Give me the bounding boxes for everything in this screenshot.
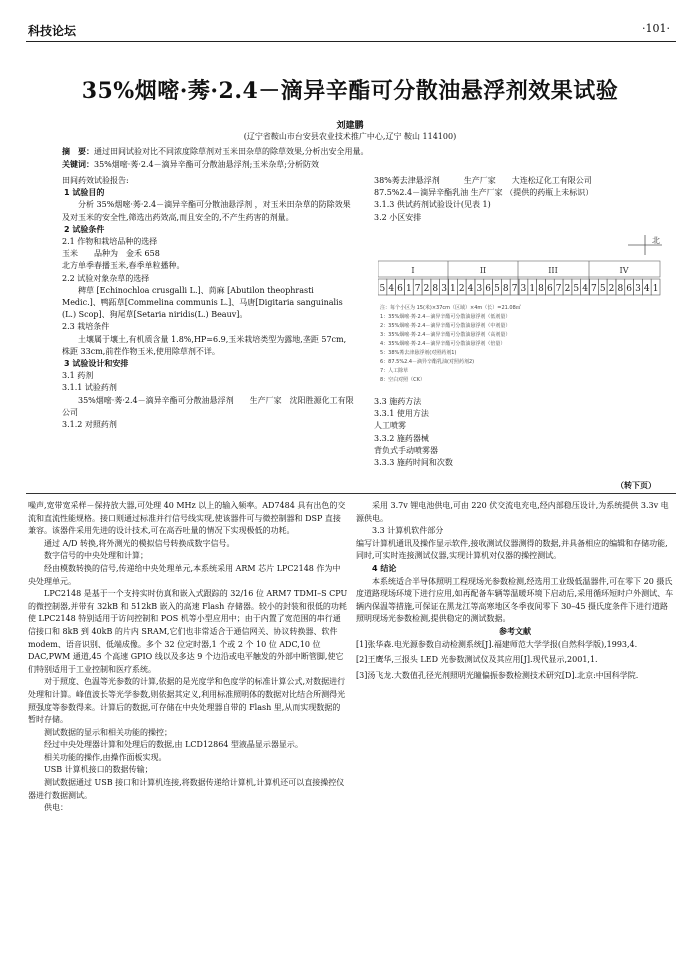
affiliation: (辽宁省鞍山市台安县农业技术推广中心,辽宁 鞍山 114100) bbox=[243, 132, 457, 141]
subsection-heading: 3.3 计算机软件部分 bbox=[372, 526, 444, 536]
subsection-heading: 3.3 施药方法 bbox=[374, 397, 422, 406]
legend-line: 6：87.5%2.4－滴异辛酯乳油(对照药剂2) bbox=[380, 359, 475, 365]
left-column-lower bbox=[28, 500, 348, 815]
block-label: I bbox=[411, 266, 415, 275]
paragraph: 通过 A/D 转换,将外测光的模拟信号转换成数字信号。 bbox=[44, 538, 235, 548]
legend-line: 注：每个小区为 15(米)×37cm（区域）×4m（长）=21.08㎡ bbox=[380, 305, 521, 311]
plot-cell-label: 6 bbox=[485, 284, 492, 294]
keywords bbox=[62, 159, 662, 171]
paragraph: 稗草 [Echinochloa crusgalli L.]、苘麻 [Abutilon theophrasti Medic.]、鸭跖草[Commelina communis L.]、马唐[Digitaria sanguinalis (L.) Scop]、狗尾草[Setaria niridis(L.) Beauv]。 bbox=[62, 285, 343, 320]
paragraph: 测试数据通过 USB 接口和计算机连接,将数据传递给计算机,计算机还可以直接操控仪器进行数据测试。 bbox=[28, 778, 345, 800]
right-column-lower bbox=[356, 500, 674, 685]
plot-cell-label: 8 bbox=[502, 284, 509, 294]
section-heading: 3 试验设计和安排 bbox=[64, 359, 129, 369]
abstract bbox=[62, 146, 662, 158]
plot-cell-label: 8 bbox=[617, 284, 624, 294]
reference-list bbox=[356, 639, 674, 683]
plot-cell-label: 3 bbox=[476, 284, 483, 294]
keywords-text: 35%烟嘧·莠·2.4－滴异辛酯可分散油悬浮剂;玉米杂草;分析防效 bbox=[94, 160, 319, 169]
plot-cell-label: 8 bbox=[538, 284, 544, 294]
plot-cell-label: 7 bbox=[511, 284, 518, 294]
plot-cell-label: 5 bbox=[599, 284, 606, 294]
subsection-heading: 3.1.1 试验药剂 bbox=[62, 383, 117, 393]
reference-item: [3]汤飞龙.大数值孔径光剂照明光瞳偏振参数检测技术研究[D].北京:中国科学院. bbox=[356, 670, 639, 680]
article-title: 35%烟嘧·莠·2.4－滴异辛酯可分散油悬浮剂效果试验 bbox=[81, 78, 619, 104]
plot-cell-label: 3 bbox=[520, 284, 527, 294]
paragraph: 相关功能的操作,由操作面板实现。 bbox=[44, 752, 167, 762]
paragraph: 测试数据的显示和相关功能的操控； bbox=[44, 727, 172, 737]
legend-line: 3：35%烟嘧·莠·2.4－滴异辛酯可分散油悬浮剂（高剂量） bbox=[380, 332, 511, 338]
paragraph: 北方单季春播玉米,春季单粒播种。 bbox=[62, 261, 185, 271]
plot-cell-label: 2 bbox=[608, 284, 615, 294]
report-label: 田间药效试验报告: bbox=[62, 176, 129, 185]
plot-cell-label: 4 bbox=[643, 284, 650, 294]
plot-cell-label: 6 bbox=[626, 284, 633, 294]
plot-cell-row bbox=[378, 279, 660, 295]
plot-cell-label: 7 bbox=[555, 284, 562, 294]
plot-layout-figure bbox=[378, 233, 662, 391]
section-rule bbox=[26, 493, 676, 494]
paragraph: 经过中央处理器计算和处理后的数据,由 LCD12864 型液晶显示器显示。 bbox=[44, 740, 303, 750]
plot-cell-label: 2 bbox=[458, 284, 465, 294]
legend-line: 8：空白对照（CK） bbox=[380, 377, 425, 383]
subsection-heading: 3.2 小区安排 bbox=[374, 212, 422, 222]
paragraph: 数字信号的中央处理和计算； bbox=[44, 551, 148, 561]
plot-cell-label: 7 bbox=[414, 284, 421, 294]
subsection-heading: 2.2 试验对象杂草的选择 bbox=[62, 273, 150, 283]
header-rule bbox=[26, 41, 676, 42]
keywords-label: 关键词： bbox=[62, 160, 94, 169]
plot-cell-label: 6 bbox=[397, 284, 403, 294]
plot-cell-label: 2 bbox=[423, 284, 430, 294]
paragraph: 人工喷雾 bbox=[374, 421, 406, 431]
page-number: ·101· bbox=[642, 22, 670, 35]
paragraph: 土壤属于壤土,有机质含量 1.8%,HP=6.9,玉米栽培类型为露地,垄距 57cm,株距 33cm,前茬作物玉米,使用除草剂不详。 bbox=[62, 334, 347, 356]
section-heading: 1 试验目的 bbox=[64, 188, 105, 198]
section-heading: 2 试验条件 bbox=[64, 224, 105, 234]
subsection-heading: 3.1.3 供试药剂试验设计(见表 1) bbox=[374, 200, 491, 210]
block-label: II bbox=[479, 266, 487, 275]
section-heading: 4 结论 bbox=[372, 563, 397, 573]
left-column-upper bbox=[62, 175, 354, 431]
legend-line: 4：35%烟嘧·莠·2.4－滴异辛酯可分散油悬浮剂（倍量） bbox=[380, 341, 506, 347]
plot-cell-label: 5 bbox=[494, 284, 500, 294]
paragraph: 本系统适合半导体照明工程现场光参数检测,经选用工业级低温器件,可在零下 20 摄氏度道路现场环境下进行应用,如再配备车辆等温暖环境下启动后,采用循环短时户外测试、车辆内保温等措施,可保证在黑龙江等高寒地区冬季夜间零下 30–45 摄氏度条件下进行道路照明现场光参数检测,提供稳定的测试数据。 bbox=[356, 576, 674, 624]
reference-item: [1]张华森.电光源参数自动检测系统[J].福建师范大学学报(自然科学版),1993,4. bbox=[356, 639, 638, 649]
references-title: 参考文献 bbox=[499, 626, 531, 636]
plot-cell-label: 2 bbox=[564, 284, 571, 294]
paragraph: 38%莠去津悬浮剂 生产厂家 大连松辽化工有限公司 bbox=[374, 176, 592, 185]
plot-cell-label: 1 bbox=[652, 284, 659, 294]
paragraph: 供电： bbox=[44, 803, 68, 813]
abstract-text: 通过田间试验对比不同浓度除草剂对玉米田杂草的除草效果,分析出安全用量。 bbox=[94, 147, 369, 156]
plot-cell-label: 4 bbox=[388, 284, 395, 294]
paragraph: USB 计算机接口的数据传输； bbox=[44, 765, 153, 775]
block-label: IV bbox=[619, 266, 629, 275]
subsection-heading: 3.3.1 使用方法 bbox=[374, 409, 429, 419]
block-label: III bbox=[548, 266, 558, 275]
abstract-label: 摘 要： bbox=[62, 147, 94, 156]
journal-section: 科技论坛 bbox=[28, 24, 77, 38]
subsection-heading: 2.3 栽培条件 bbox=[62, 322, 110, 332]
paragraph: 噪声,宽带宽采样－保持放大器,可处理 40 MHz 以上的输入频率。AD7484 具有出色的交流和直流性能规格。接口则通过标准并行信号线实现,使该器件可与微控制器和 DSP 直接兼容。该器件采用先进的设计技术,可在高吞吐量的情况下实现极低的功耗。 bbox=[28, 501, 346, 536]
north-label: 北 bbox=[652, 236, 660, 245]
paragraph: 玉米 品种为 金禾 658 bbox=[62, 249, 160, 259]
subsection-heading: 2.1 作物和栽培品种的选择 bbox=[62, 237, 158, 247]
paragraph: 分析 35%烟嘧·莠·2.4－滴异辛酯可分散油悬浮剂 ，对玉米田杂草的防除效果及对玉米的安全性,筛选出药效高,而且安全的,不产生药害的剂量。 bbox=[62, 200, 351, 222]
legend-line: 1：35%烟嘧·莠·2.4－滴异辛酯可分散油悬浮剂（低剂量） bbox=[380, 314, 511, 320]
plot-cell-label: 1 bbox=[405, 284, 412, 294]
legend-line: 5：38%莠去津悬浮剂(对照药剂1) bbox=[380, 350, 457, 356]
plot-cell-label: 1 bbox=[529, 284, 536, 294]
plot-cell-label: 8 bbox=[432, 284, 439, 294]
legend-line: 2：35%烟嘧·莠·2.4－滴异辛酯可分散油悬浮剂（中剂量） bbox=[380, 323, 511, 329]
subsection-heading: 3.3.3 施药时间和次数 bbox=[374, 458, 453, 468]
plot-cell-label: 3 bbox=[441, 284, 447, 294]
subsection-heading: 3.1.2 对照药剂 bbox=[62, 420, 117, 430]
paragraph: 编写计算机通讯及操作显示软件,接收测试仪器测得的数据,并具备相应的编辑和存储功能,同时,可实时连接测试仪器,实现计算机对仪器的操控测试。 bbox=[356, 538, 668, 561]
plot-cell-label: 3 bbox=[635, 284, 641, 294]
right-column-upper bbox=[374, 175, 670, 224]
plot-cell-label: 4 bbox=[467, 284, 474, 294]
right-column-methods bbox=[374, 396, 670, 469]
plot-cell-label: 4 bbox=[582, 284, 588, 294]
plot-cell-label: 6 bbox=[546, 284, 553, 294]
block-header-row bbox=[378, 261, 660, 277]
plot-cell-label: 7 bbox=[591, 284, 597, 294]
paragraph: LPC2148 是基于一个支持实时仿真和嵌入式跟踪的 32/16 位 ARM7 TDMI–S CPU 的微控制器,并带有 32kB 和 512kB 嵌入的高速 Flash 存储器。较小的封装和很低的功耗使 LPC2148 特别适用于访问控制和 POS 机等小型应用中；由于内置了宽范围的串行通信接口和 8kB 到 40kB 的片内 SRAM,它们也非常适合于通信网关、协议转换器、软件 modem、语音识别、低端成像。多个 32 位定时器,1 个或 2 个 10 位 ADC,10 位 DAC,PWM 通道,45 个高速 GPIO 线以及多达 9 个边沿或电平触发的外部中断管脚,使它们特别适用于工业控制和医疗系统。 bbox=[28, 589, 348, 674]
paragraph: 35%烟嘧·莠·2.4－滴异辛酯可分散油悬浮剂 生产厂家 沈阳胜源化工有限公司 bbox=[62, 395, 354, 417]
paragraph: 对于照度、色温等光参数的计算,依据的是光度学和色度学的标准计算公式,对数据进行处理和计算。峰值波长等光学参数,则依据其定义,利用标准照明体的数据对比结合所测得光照强度等参数得来。计算后的数据,可存储在中央处理器自带的 Flash 里,从而实现数据的暂时存储。 bbox=[28, 677, 346, 725]
plot-cell-label: 1 bbox=[450, 284, 456, 294]
continued-label: （转下页） bbox=[616, 481, 656, 490]
paragraph: 87.5%2.4－滴异辛酯乳油 生产厂家 （提供的药瓶上未标识） bbox=[374, 188, 594, 198]
author: 刘建鹏 bbox=[336, 121, 364, 131]
subsection-heading: 3.3.2 施药器械 bbox=[374, 433, 429, 443]
figure-legend bbox=[380, 304, 521, 383]
subsection-heading: 3.1 药剂 bbox=[62, 371, 94, 381]
paragraph: 经由模数转换的信号,传递给中央处理单元,本系统采用 ARM 芯片 LPC2148 作为中央处理单元。 bbox=[28, 563, 341, 586]
plot-cell-label: 5 bbox=[379, 284, 386, 294]
paragraph: 采用 3.7v 锂电池供电,可由 220 伏交流电充电,经内部稳压设计,为系统提供 3.3v 电源供电。 bbox=[356, 501, 669, 523]
plot-cell-label: 5 bbox=[573, 284, 580, 294]
paragraph: 背负式手动喷雾器 bbox=[374, 445, 438, 455]
legend-line: 7：人工除草 bbox=[380, 368, 409, 374]
reference-item: [2]王鹰华,三报头 LED 光参数测试仪及其应用[J].现代显示,2001,1. bbox=[356, 655, 598, 665]
